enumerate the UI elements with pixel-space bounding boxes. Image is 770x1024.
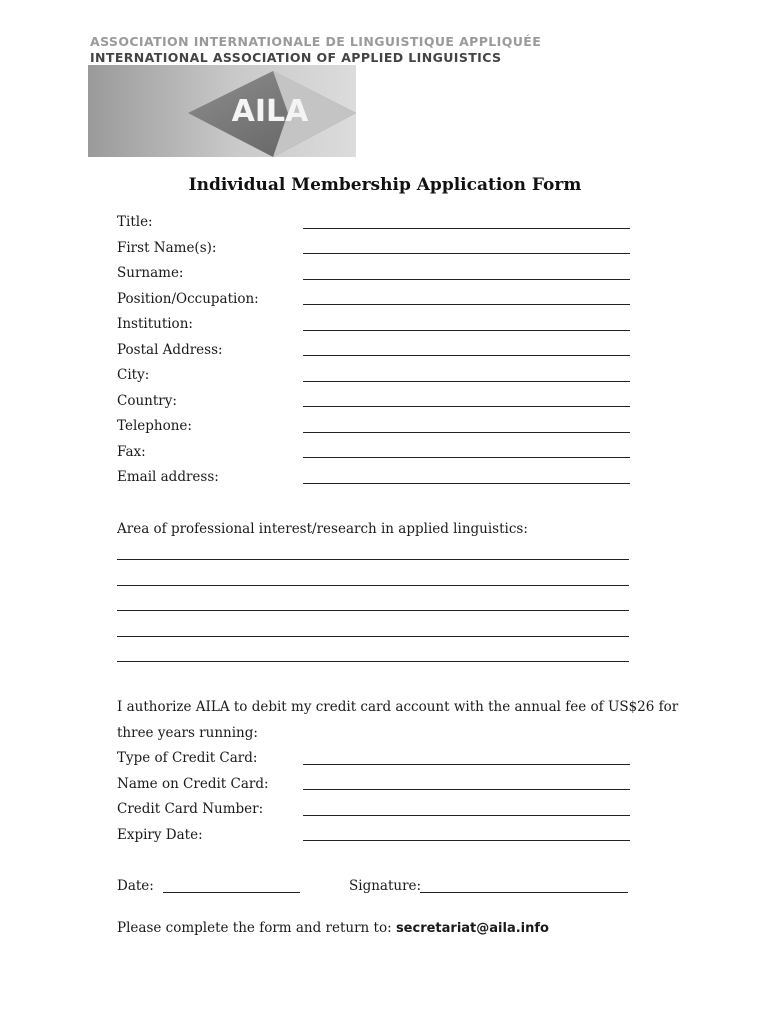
field-label-city: City: <box>117 367 150 383</box>
return-text: Please complete the form and return to: <box>117 920 396 936</box>
field-label-institution: Institution: <box>117 316 193 332</box>
org-name-english: INTERNATIONAL ASSOCIATION OF APPLIED LINGUISTICS <box>90 50 502 65</box>
interest-line[interactable] <box>117 636 629 637</box>
field-label-postal-address: Postal Address: <box>117 342 223 358</box>
return-instruction <box>117 920 657 936</box>
field-line-country[interactable] <box>303 406 630 407</box>
field-label-card-type: Type of Credit Card: <box>117 750 258 766</box>
interest-line[interactable] <box>117 585 629 586</box>
interest-line[interactable] <box>117 610 629 611</box>
logo-text: AILA <box>231 94 309 129</box>
field-line-surname[interactable] <box>303 279 630 280</box>
date-label: Date: <box>117 878 154 894</box>
field-line-postal-address[interactable] <box>303 355 630 356</box>
date-line[interactable] <box>163 892 300 893</box>
signature-label: Signature: <box>349 878 422 894</box>
signature-line[interactable] <box>420 892 628 893</box>
field-line-card-name[interactable] <box>303 789 630 790</box>
field-line-card-number[interactable] <box>303 815 630 816</box>
field-line-title[interactable] <box>303 228 630 229</box>
field-label-country: Country: <box>117 393 177 409</box>
field-line-expiry[interactable] <box>303 840 630 841</box>
field-label-telephone: Telephone: <box>117 418 192 434</box>
field-label-card-number: Credit Card Number: <box>117 801 264 817</box>
field-label-surname: Surname: <box>117 265 184 281</box>
authorize-text-line2: three years running: <box>117 725 258 741</box>
field-label-fax: Fax: <box>117 444 146 460</box>
field-label-title: Title: <box>117 214 153 230</box>
org-name-french: ASSOCIATION INTERNATIONALE DE LINGUISTIQUE APPLIQUÉE <box>90 34 542 49</box>
field-label-card-name: Name on Credit Card: <box>117 776 269 792</box>
field-line-position[interactable] <box>303 304 630 305</box>
field-label-position: Position/Occupation: <box>117 291 259 307</box>
authorize-text-line1: I authorize AILA to debit my credit card account with the annual fee of US$26 for <box>117 699 679 715</box>
field-line-email[interactable] <box>303 483 630 484</box>
field-line-first-name[interactable] <box>303 253 630 254</box>
field-line-institution[interactable] <box>303 330 630 331</box>
field-label-email: Email address: <box>117 469 219 485</box>
field-line-fax[interactable] <box>303 457 630 458</box>
field-line-card-type[interactable] <box>303 764 630 765</box>
aila-logo <box>88 65 356 163</box>
field-line-city[interactable] <box>303 381 630 382</box>
interest-label: Area of professional interest/research in applied linguistics: <box>117 521 528 537</box>
field-line-telephone[interactable] <box>303 432 630 433</box>
form-title: Individual Membership Application Form <box>188 175 582 195</box>
interest-line[interactable] <box>117 661 629 662</box>
field-label-first-name: First Name(s): <box>117 240 217 256</box>
field-label-expiry: Expiry Date: <box>117 827 203 843</box>
return-email[interactable]: secretariat@aila.info <box>395 921 549 936</box>
interest-line[interactable] <box>117 559 629 560</box>
